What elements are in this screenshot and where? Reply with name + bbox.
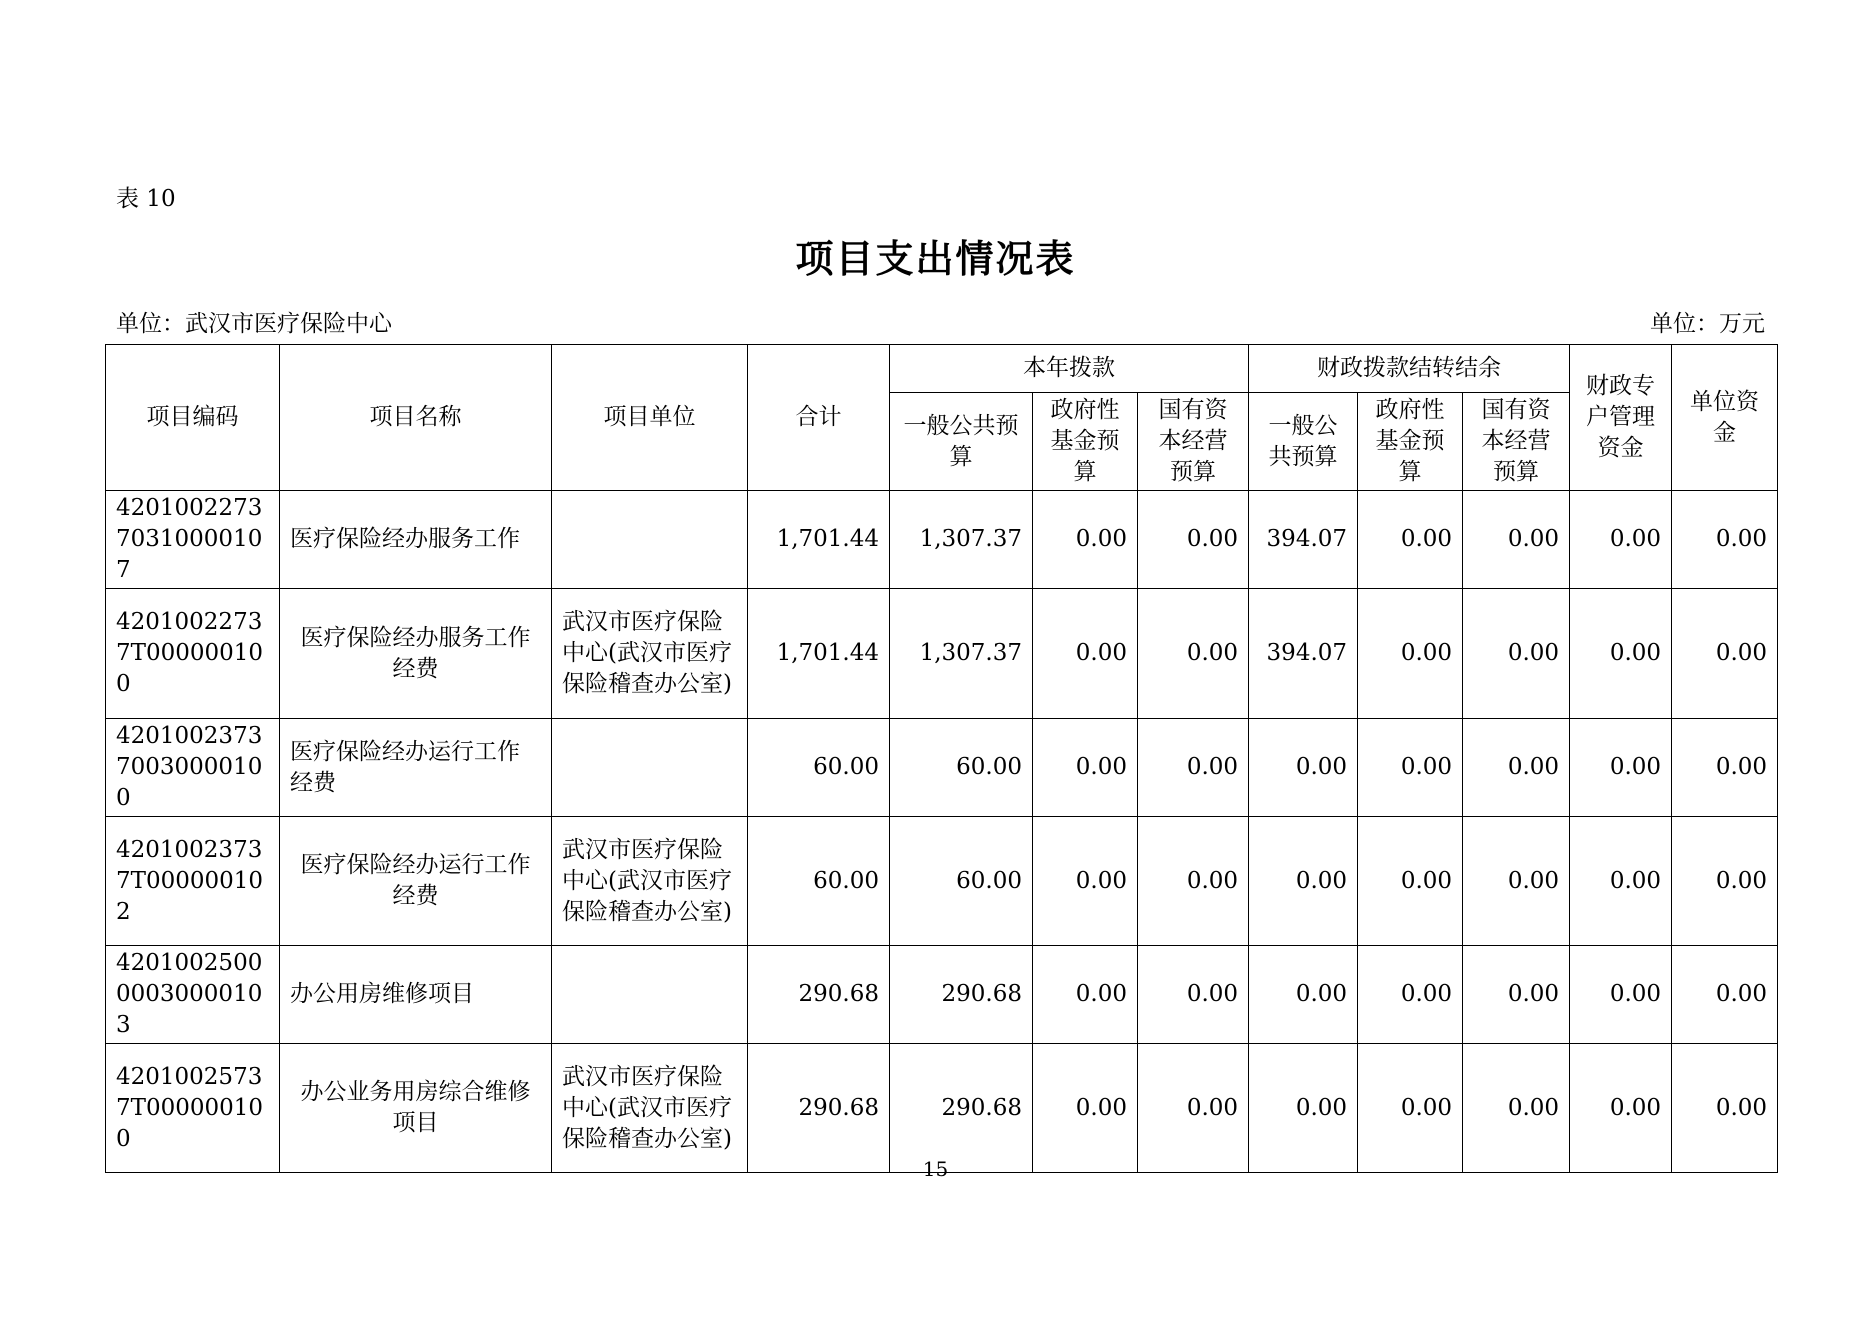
- header-code: 项目编码: [106, 345, 280, 491]
- cell-co-state-capital: 0.00: [1463, 719, 1570, 817]
- reporting-unit: 单位：武汉市医疗保险中心: [116, 311, 392, 337]
- cell-state-capital: 0.00: [1138, 589, 1249, 719]
- header-special-account: 财政专户管理资金: [1570, 345, 1672, 491]
- cell-special: 0.00: [1570, 946, 1672, 1044]
- cell-co-gov-fund: 0.00: [1358, 491, 1463, 589]
- header-co-state-capital: 国有资本经营预算: [1463, 393, 1570, 491]
- header-current-year: 本年拨款: [890, 345, 1249, 393]
- cell-co-gov-fund: 0.00: [1358, 719, 1463, 817]
- cell-name: 办公用房维修项目: [280, 946, 552, 1044]
- cell-co-gov-fund: 0.00: [1358, 946, 1463, 1044]
- cell-general: 290.68: [890, 946, 1033, 1044]
- cell-co-general: 394.07: [1249, 589, 1358, 719]
- cell-name: 医疗保险经办运行工作经费: [280, 719, 552, 817]
- cell-general: 60.00: [890, 817, 1033, 946]
- page-number: 15: [922, 1157, 949, 1181]
- table-row: [106, 491, 1778, 589]
- project-expenditure-table: [105, 344, 1778, 1173]
- table-row: [106, 1044, 1778, 1173]
- cell-unit-funds: 0.00: [1672, 1044, 1778, 1173]
- cell-co-state-capital: 0.00: [1463, 817, 1570, 946]
- cell-unit-funds: 0.00: [1672, 491, 1778, 589]
- cell-state-capital: 0.00: [1138, 946, 1249, 1044]
- page-title: 项目支出情况表: [795, 237, 1076, 281]
- header-unit: 项目单位: [552, 345, 748, 491]
- header-co-general-budget: 一般公共预算: [1249, 393, 1358, 491]
- header-name: 项目名称: [280, 345, 552, 491]
- cell-co-state-capital: 0.00: [1463, 1044, 1570, 1173]
- cell-unit: 武汉市医疗保险中心(武汉市医疗保险稽查办公室): [552, 1044, 748, 1173]
- cell-code: 420100227370310000107: [106, 491, 280, 589]
- cell-unit: [552, 719, 748, 817]
- header-co-gov-fund: 政府性基金预算: [1358, 393, 1463, 491]
- cell-special: 0.00: [1570, 589, 1672, 719]
- cell-gov-fund: 0.00: [1033, 1044, 1138, 1173]
- cell-gov-fund: 0.00: [1033, 491, 1138, 589]
- cell-state-capital: 0.00: [1138, 491, 1249, 589]
- cell-special: 0.00: [1570, 491, 1672, 589]
- cell-code: 42010022737T000000100: [106, 589, 280, 719]
- cell-co-state-capital: 0.00: [1463, 491, 1570, 589]
- cell-special: 0.00: [1570, 817, 1672, 946]
- cell-unit: 武汉市医疗保险中心(武汉市医疗保险稽查办公室): [552, 589, 748, 719]
- cell-unit-funds: 0.00: [1672, 719, 1778, 817]
- cell-general: 1,307.37: [890, 589, 1033, 719]
- cell-code: 42010023737T000000102: [106, 817, 280, 946]
- cell-co-state-capital: 0.00: [1463, 589, 1570, 719]
- cell-co-general: 0.00: [1249, 946, 1358, 1044]
- header-unit-funds: 单位资金: [1672, 345, 1778, 491]
- cell-co-general: 0.00: [1249, 817, 1358, 946]
- table-row: [106, 719, 1778, 817]
- table-row: [106, 946, 1778, 1044]
- cell-general: 1,307.37: [890, 491, 1033, 589]
- cell-gov-fund: 0.00: [1033, 817, 1138, 946]
- cell-total: 1,701.44: [748, 589, 890, 719]
- table-row: [106, 817, 1778, 946]
- cell-co-gov-fund: 0.00: [1358, 589, 1463, 719]
- cell-name: 办公业务用房综合维修项目: [280, 1044, 552, 1173]
- header-carryover: 财政拨款结转结余: [1249, 345, 1570, 393]
- cell-total: 60.00: [748, 719, 890, 817]
- cell-special: 0.00: [1570, 1044, 1672, 1173]
- cell-co-general: 0.00: [1249, 1044, 1358, 1173]
- header-gov-fund: 政府性基金预算: [1033, 393, 1138, 491]
- cell-general: 290.68: [890, 1044, 1033, 1173]
- cell-co-gov-fund: 0.00: [1358, 1044, 1463, 1173]
- cell-name: 医疗保险经办运行工作经费: [280, 817, 552, 946]
- cell-co-general: 394.07: [1249, 491, 1358, 589]
- cell-co-gov-fund: 0.00: [1358, 817, 1463, 946]
- cell-co-state-capital: 0.00: [1463, 946, 1570, 1044]
- cell-unit-funds: 0.00: [1672, 946, 1778, 1044]
- cell-code: 42010025737T000000100: [106, 1044, 280, 1173]
- header-state-capital: 国有资本经营预算: [1138, 393, 1249, 491]
- cell-unit-funds: 0.00: [1672, 817, 1778, 946]
- cell-total: 290.68: [748, 946, 890, 1044]
- cell-unit: [552, 491, 748, 589]
- currency-unit: 单位：万元: [1650, 311, 1765, 337]
- cell-state-capital: 0.00: [1138, 1044, 1249, 1173]
- cell-code: 420100237370030000100: [106, 719, 280, 817]
- cell-name: 医疗保险经办服务工作: [280, 491, 552, 589]
- cell-general: 60.00: [890, 719, 1033, 817]
- table-row: [106, 589, 1778, 719]
- cell-unit: 武汉市医疗保险中心(武汉市医疗保险稽查办公室): [552, 817, 748, 946]
- cell-state-capital: 0.00: [1138, 817, 1249, 946]
- cell-gov-fund: 0.00: [1033, 946, 1138, 1044]
- cell-unit-funds: 0.00: [1672, 589, 1778, 719]
- cell-code: 420100250000030000103: [106, 946, 280, 1044]
- cell-state-capital: 0.00: [1138, 719, 1249, 817]
- cell-special: 0.00: [1570, 719, 1672, 817]
- cell-total: 290.68: [748, 1044, 890, 1173]
- header-general-budget: 一般公共预算: [890, 393, 1033, 491]
- table-label: 表 10: [116, 186, 176, 212]
- cell-total: 1,701.44: [748, 491, 890, 589]
- cell-unit: [552, 946, 748, 1044]
- header-total: 合计: [748, 345, 890, 491]
- cell-name: 医疗保险经办服务工作经费: [280, 589, 552, 719]
- cell-gov-fund: 0.00: [1033, 719, 1138, 817]
- cell-total: 60.00: [748, 817, 890, 946]
- cell-gov-fund: 0.00: [1033, 589, 1138, 719]
- cell-co-general: 0.00: [1249, 719, 1358, 817]
